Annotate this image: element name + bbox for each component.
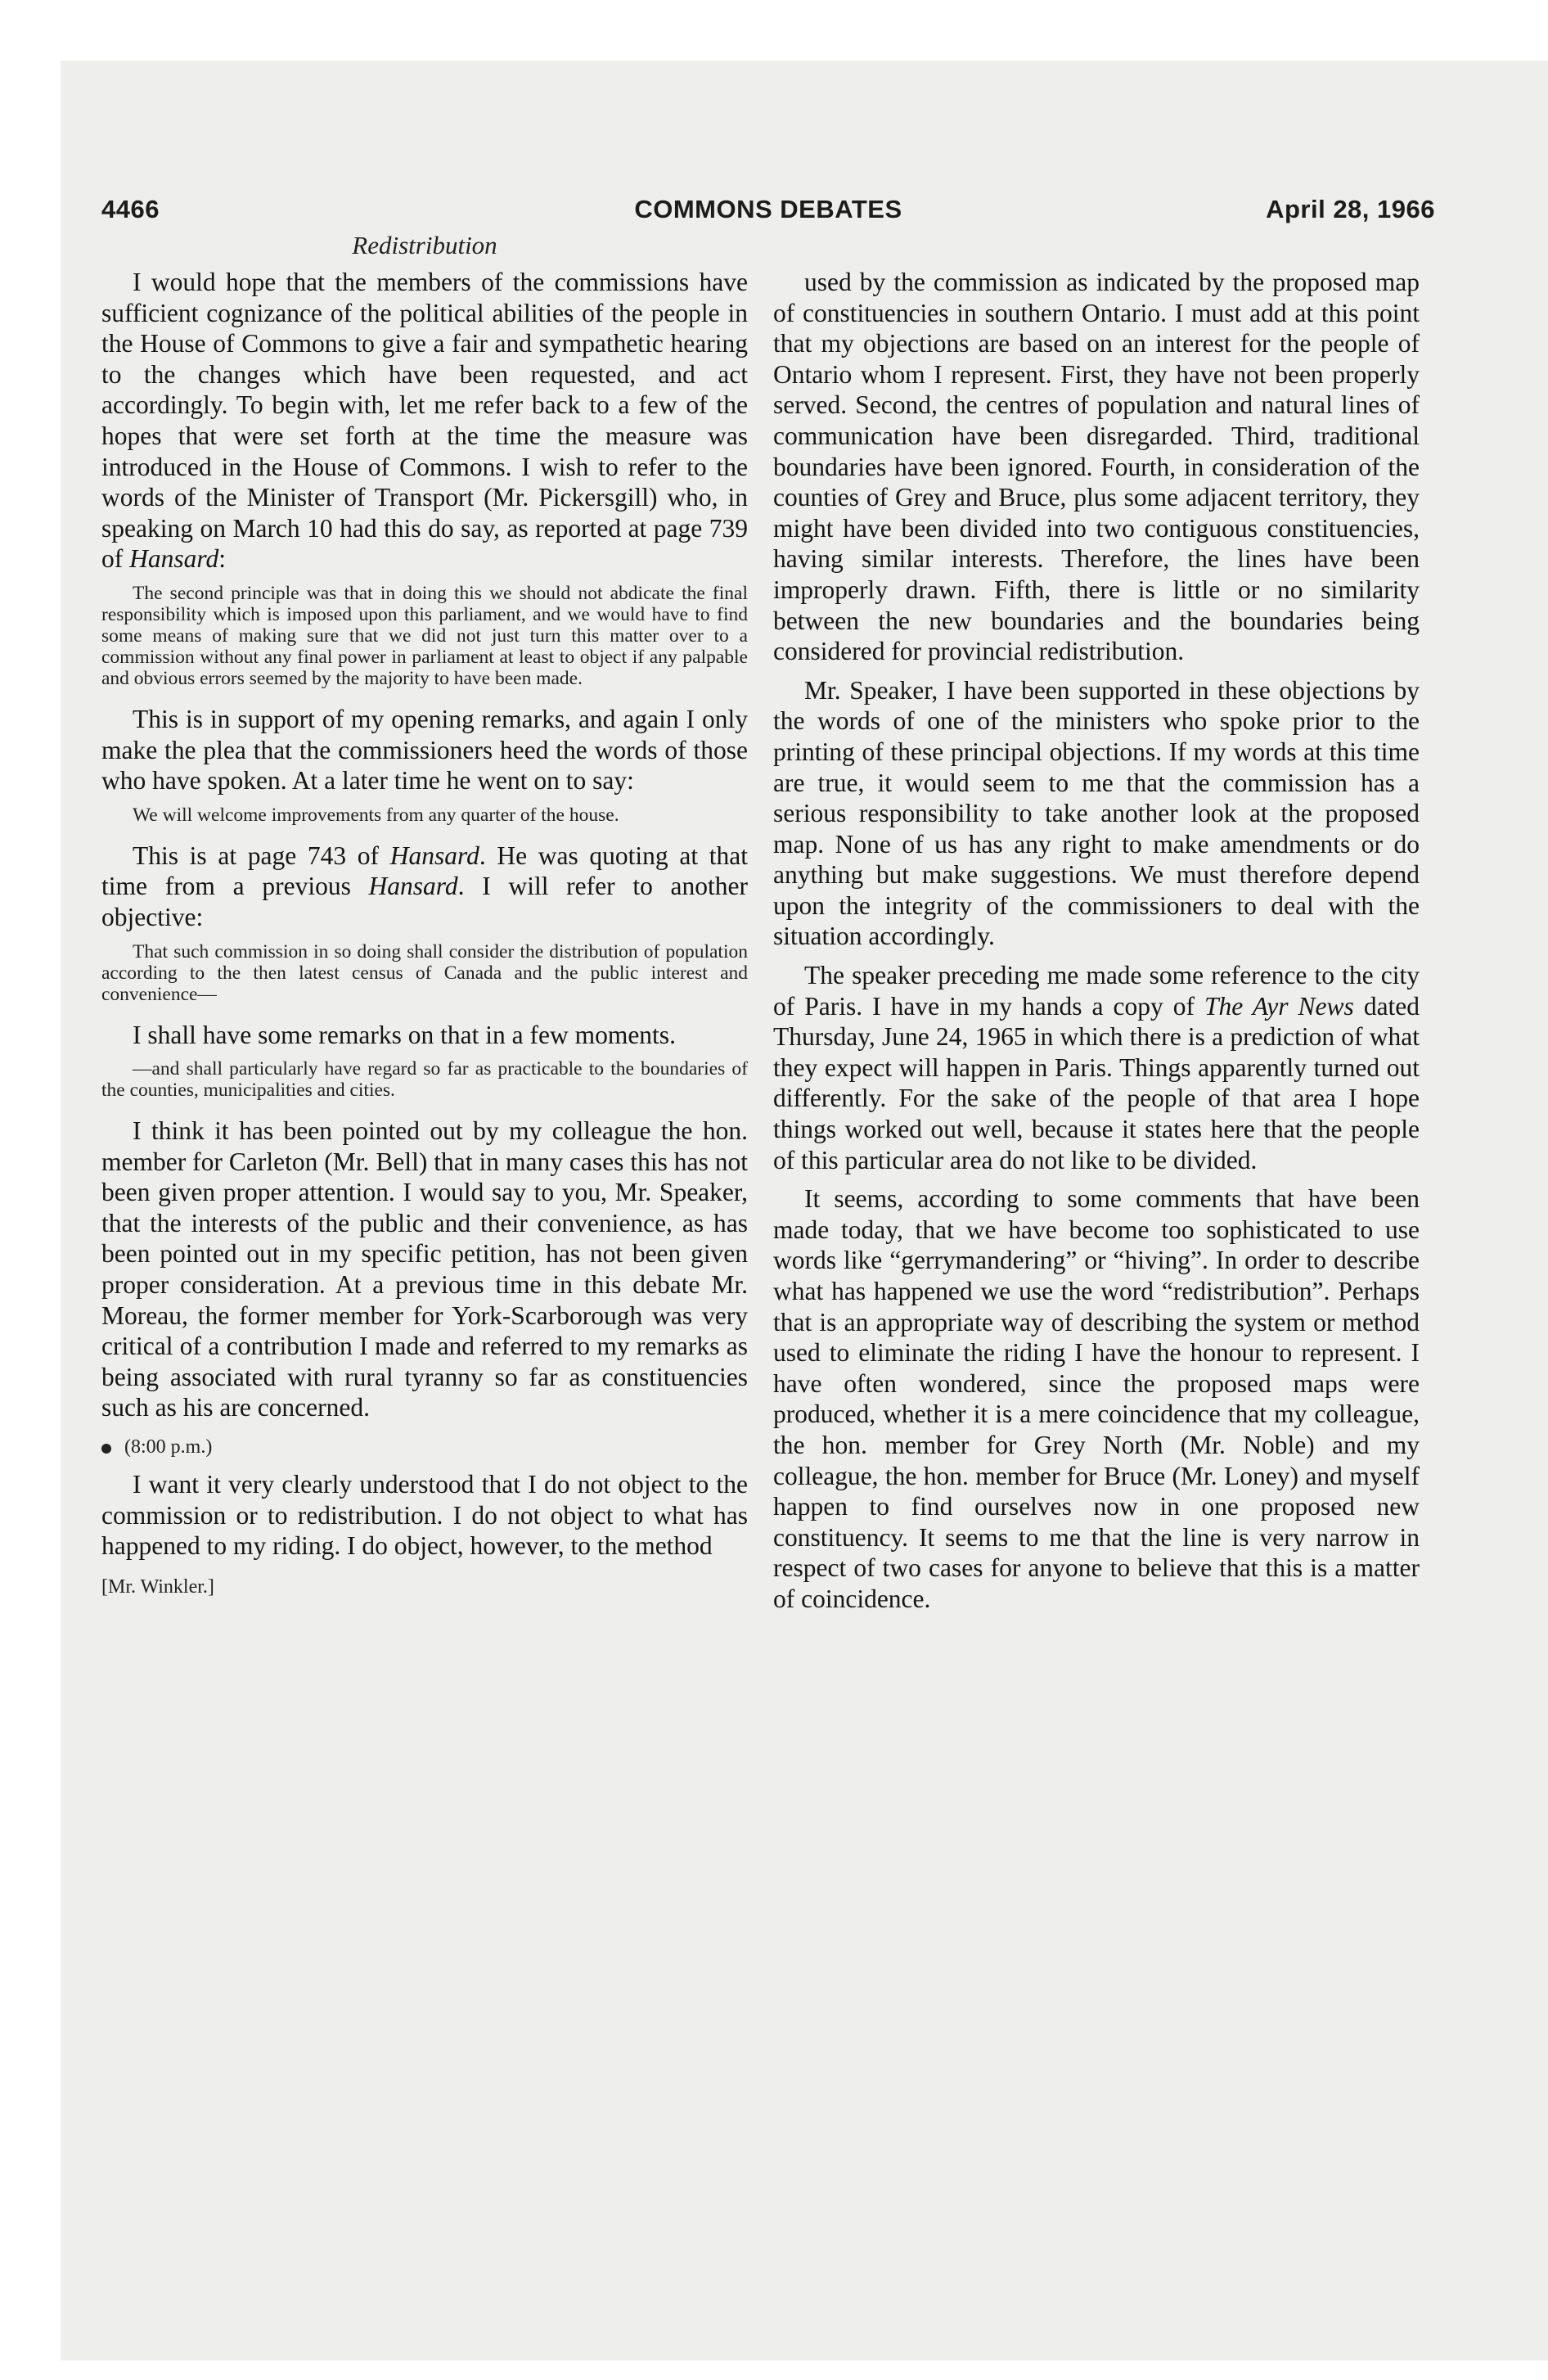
paragraph: Mr. Speaker, I have been supported in these objections by the words of one of the ministers who spoke prior to the printing of these principal objections. If my words at this time are true, it would seem to me that the commission has a serious responsibility to take another look at the proposed map. None of us has any right to make amendments or do anything but make suggestions. We must therefore depend upon the integrity of the commissioners to deal with the situation accordingly. — [773, 675, 1420, 951]
paragraph: This is in support of my opening remarks, and again I only make the plea that the commissioners heed the words of those who have spoken. At a later time he went on to say: — [101, 704, 748, 796]
journal-title: COMMONS DEBATES — [634, 195, 902, 223]
block-quote: The second principle was that in doing this we should not abdicate the final responsibility which is imposed upon this parliament, and we would have to find some means of making sure that we did not just turn this matter over to a commission without any final power in parliament at least to object if any palpable and obvious errors seemed by the majority to have been made. — [101, 582, 748, 689]
paragraph: I think it has been pointed out by my colleague the hon. member for Carleton (Mr. Bell) that in many cases this has not been given proper attention. I would say to you, Mr. Speaker, that the interests of the public and their convenience, as has been pointed out in my specific petition, has not been given proper consideration. At a previous time in this debate Mr. Moreau, the former member for York-Scarborough was very critical of a contribution I made and referred to my remarks as being associated with rural tyranny so far as constituencies such as his are concerned. — [101, 1116, 748, 1422]
block-quote: —and shall particularly have regard so far as practicable to the boundaries of the counties, municipalities and cities. — [101, 1058, 748, 1102]
page-header — [101, 195, 1435, 231]
speaker-attribution: [Mr. Winkler.] — [101, 1575, 214, 1598]
bullet-icon — [101, 1444, 111, 1454]
paragraph: used by the commission as indicated by the proposed map of constituencies in southern Ontario. I must add at this point that my objections are based on an interest for the people of Ontario whom I represent. First, they have not been properly served. Second, the centres of population and natural lines of communication have been disregarded. Third, traditional boundaries have been ignored. Fourth, in consideration of the counties of Grey and Bruce, plus some adjacent territory, they might have been divided into two contiguous constituencies, having similar interests. Therefore, the lines have been improperly drawn. Fifth, there is little or no similarity between the new boundaries and the boundaries being considered for provincial redistribution. — [773, 268, 1420, 666]
left-column — [101, 267, 748, 1601]
paragraph: It seems, according to some comments that have been made today, that we have become too sophisticated to use words like “gerrymandering” or “hiving”. In order to describe what has happened we use the word “redistribution”. Perhaps that is an appropriate way of describing the system or method used to eliminate the riding I have the honour to represent. I have often wondered, since the proposed maps were produced, whether it is a mere coincidence that my colleague, the hon. member for Grey North (Mr. Noble) and my colleague, the hon. member for Bruce (Mr. Loney) and myself happen to find ourselves now in one proposed new constituency. It seems to me that the line is very narrow in respect of two cases for anyone to believe that this is a matter of coincidence. — [773, 1184, 1420, 1613]
timestamp: (8:00 p.m.) — [101, 1433, 748, 1461]
page-number: 4466 — [101, 195, 160, 223]
paragraph: I shall have some remarks on that in a few moments. — [133, 1020, 676, 1049]
page-date: April 28, 1966 — [1266, 195, 1435, 223]
paragraph: The speaker preceding me made some reference to the city of Paris. I have in my hands a copy of The Ayr News dated Thursday, June 24, 1965 in which there is a prediction of what they expect will happen in Paris. Things apparently turned out differently. For the sake of the people of that area I hope things worked out well, because it states here that the people of this particular area do not like to be divided. — [773, 961, 1420, 1174]
paragraph: I would hope that the members of the commissions have sufficient cognizance of the political abilities of the people in the House of Commons to give a fair and sympathetic hearing to the changes which have been requested, and act accordingly. To begin with, let me refer back to a few of the hopes that were set forth at the time the measure was introduced in the House of Commons. I wish to refer to the words of the Minister of Transport (Mr. Pickersgill) who, in speaking on March 10 had this do say, as reported at page 739 of Hansard: — [101, 268, 748, 574]
section-title: Redistribution — [352, 231, 497, 259]
right-column — [773, 267, 1420, 1623]
block-quote: That such commission in so doing shall consider the distribution of population according to the then latest census of Canada and the public interest and convenience— — [101, 940, 748, 1005]
paragraph: This is at page 743 of Hansard. He was quoting at that time from a previous Hansard. I will refer to another objective: — [101, 841, 748, 931]
block-quote: We will welcome improvements from any quarter of the house. — [133, 804, 619, 826]
paragraph: I want it very clearly understood that I do not object to the commission or to redistribution. I do not object to what has happened to my riding. I do object, however, to the method — [101, 1470, 748, 1561]
